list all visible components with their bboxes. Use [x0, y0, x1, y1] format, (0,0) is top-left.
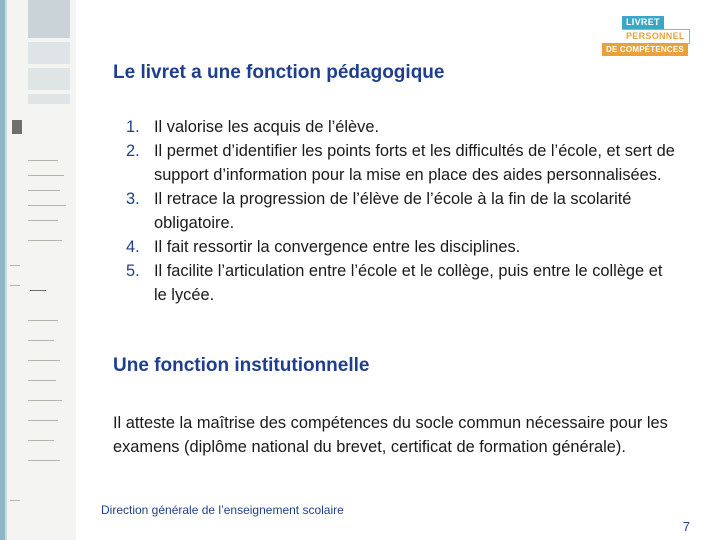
footer-organization: Direction générale de l’enseignement scolaire — [101, 503, 344, 517]
page-number: 7 — [682, 519, 690, 534]
list-item-text: Il valorise les acquis de l’élève. — [154, 118, 380, 136]
section-pedagogique-title: Le livret a une fonction pédagogique — [113, 62, 445, 83]
list-item-text: Il permet d’identifier les points forts et les difficultés de l’école, et sert de support d’information pour la mise en place des aides personnalisées. — [154, 142, 675, 184]
logo-line-2: PERSONNEL — [622, 29, 690, 44]
list-item — [126, 259, 676, 307]
side-line — [28, 220, 58, 221]
side-line — [28, 175, 64, 176]
side-line — [28, 240, 62, 241]
side-line — [28, 340, 54, 341]
list-item-number: 3. — [126, 190, 140, 208]
list-item — [126, 115, 676, 139]
side-line — [28, 205, 66, 206]
side-mark — [12, 120, 22, 134]
side-line — [28, 460, 60, 461]
side-line — [10, 265, 20, 266]
side-line — [28, 320, 58, 321]
list-item-text: Il facilite l’articulation entre l’école et le collège, puis entre le collège et le lycée. — [154, 262, 663, 304]
logo-line-3: DE COMPÉTENCES — [602, 43, 688, 56]
pedagogique-list — [126, 115, 676, 307]
livret-logo — [600, 16, 688, 60]
side-block — [28, 0, 70, 38]
side-mark — [30, 290, 46, 291]
side-line — [10, 500, 20, 501]
side-line — [28, 190, 60, 191]
side-block — [28, 68, 70, 90]
side-line — [28, 400, 62, 401]
side-line — [28, 420, 58, 421]
list-item-text: Il fait ressortir la convergence entre les disciplines. — [154, 238, 521, 256]
side-line — [28, 440, 54, 441]
list-item — [126, 187, 676, 235]
list-item-number: 5. — [126, 262, 140, 280]
side-line — [10, 285, 20, 286]
side-block — [28, 42, 70, 64]
side-block — [28, 94, 70, 104]
list-item-text: Il retrace la progression de l’élève de l’école à la fin de la scolarité obligatoire. — [154, 190, 632, 232]
list-item-number: 4. — [126, 238, 140, 256]
side-edge-inner — [5, 0, 7, 540]
section-institutionnelle-title: Une fonction institutionnelle — [113, 355, 370, 376]
side-document-image — [0, 0, 76, 540]
side-line — [28, 160, 58, 161]
institutionnelle-paragraph: Il atteste la maîtrise des compétences du socle commun nécessaire pour les examens (diplôme national du brevet, certificat de formation générale). — [113, 414, 668, 456]
list-item-number: 1. — [126, 118, 140, 136]
list-item — [126, 139, 676, 187]
list-item — [126, 235, 676, 259]
logo-line-1: LIVRET — [622, 16, 664, 29]
side-line — [28, 380, 56, 381]
list-item-number: 2. — [126, 142, 140, 160]
side-line — [28, 360, 60, 361]
